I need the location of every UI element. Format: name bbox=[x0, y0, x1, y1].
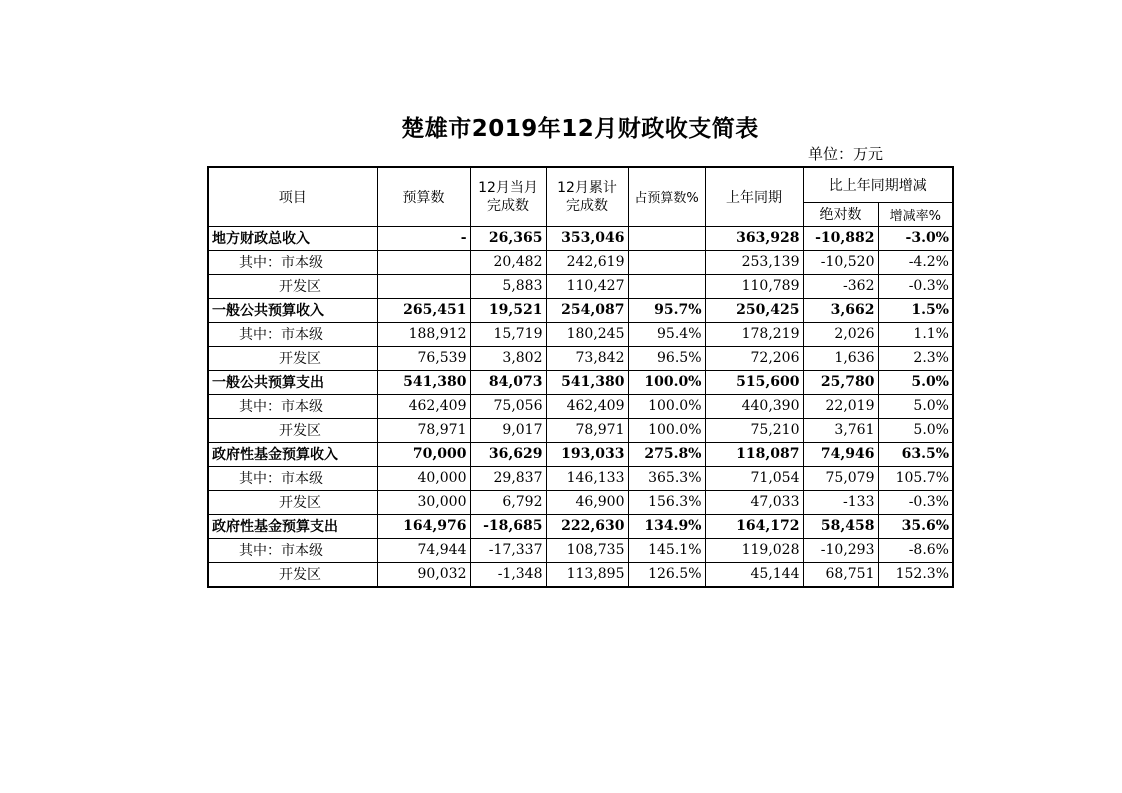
cell-month: 36,629 bbox=[470, 442, 546, 466]
cell-cumulative: 46,900 bbox=[546, 490, 628, 514]
cell-abs: -133 bbox=[803, 490, 878, 514]
cell-pct: 275.8% bbox=[628, 442, 705, 466]
table-row bbox=[208, 442, 953, 466]
cell-budget: 541,380 bbox=[377, 370, 470, 394]
cell-last-year: 363,928 bbox=[705, 226, 803, 250]
cell-rate: 1.1% bbox=[878, 322, 953, 346]
header-compare: 比上年同期增减 bbox=[803, 167, 953, 202]
cell-abs: -10,293 bbox=[803, 538, 878, 562]
cell-month: 75,056 bbox=[470, 394, 546, 418]
cell-abs: 3,761 bbox=[803, 418, 878, 442]
cell-rate: 63.5% bbox=[878, 442, 953, 466]
cell-abs: -10,520 bbox=[803, 250, 878, 274]
cell-last-year: 250,425 bbox=[705, 298, 803, 322]
table-row bbox=[208, 346, 953, 370]
cell-budget: 30,000 bbox=[377, 490, 470, 514]
cell-month: -18,685 bbox=[470, 514, 546, 538]
cell-budget: 74,944 bbox=[377, 538, 470, 562]
cell-last-year: 45,144 bbox=[705, 562, 803, 587]
cell-budget: 164,976 bbox=[377, 514, 470, 538]
cell-abs: 58,458 bbox=[803, 514, 878, 538]
cell-pct: 95.7% bbox=[628, 298, 705, 322]
cell-last-year: 119,028 bbox=[705, 538, 803, 562]
cell-cumulative: 353,046 bbox=[546, 226, 628, 250]
cell-month: 84,073 bbox=[470, 370, 546, 394]
row-label: 政府性基金预算支出 bbox=[208, 514, 377, 538]
cell-month: 5,883 bbox=[470, 274, 546, 298]
cell-budget bbox=[377, 274, 470, 298]
cell-rate: 1.5% bbox=[878, 298, 953, 322]
cell-rate: 5.0% bbox=[878, 394, 953, 418]
row-label: 开发区 bbox=[208, 418, 377, 442]
cell-month: 29,837 bbox=[470, 466, 546, 490]
cell-rate: -8.6% bbox=[878, 538, 953, 562]
table-row bbox=[208, 226, 953, 250]
cell-last-year: 75,210 bbox=[705, 418, 803, 442]
row-label: 开发区 bbox=[208, 490, 377, 514]
row-label: 开发区 bbox=[208, 346, 377, 370]
cell-last-year: 71,054 bbox=[705, 466, 803, 490]
cell-cumulative: 110,427 bbox=[546, 274, 628, 298]
cell-last-year: 440,390 bbox=[705, 394, 803, 418]
cell-month: 19,521 bbox=[470, 298, 546, 322]
cell-rate: 2.3% bbox=[878, 346, 953, 370]
table-body bbox=[208, 226, 953, 587]
cell-cumulative: 222,630 bbox=[546, 514, 628, 538]
cell-month: -17,337 bbox=[470, 538, 546, 562]
header-month: 12月当月 完成数 bbox=[470, 167, 546, 226]
cell-abs: 25,780 bbox=[803, 370, 878, 394]
row-label: 一般公共预算收入 bbox=[208, 298, 377, 322]
cell-budget: 90,032 bbox=[377, 562, 470, 587]
cell-pct: 126.5% bbox=[628, 562, 705, 587]
cell-rate: 5.0% bbox=[878, 370, 953, 394]
row-label: 其中：市本级 bbox=[208, 466, 377, 490]
cell-budget: 76,539 bbox=[377, 346, 470, 370]
cell-cumulative: 113,895 bbox=[546, 562, 628, 587]
cell-pct: 365.3% bbox=[628, 466, 705, 490]
cell-cumulative: 462,409 bbox=[546, 394, 628, 418]
cell-last-year: 110,789 bbox=[705, 274, 803, 298]
table-row bbox=[208, 298, 953, 322]
cell-pct: 96.5% bbox=[628, 346, 705, 370]
cell-pct: 100.0% bbox=[628, 418, 705, 442]
cell-budget: 188,912 bbox=[377, 322, 470, 346]
table-row bbox=[208, 370, 953, 394]
table-row bbox=[208, 562, 953, 587]
header-abs: 绝对数 bbox=[803, 202, 878, 226]
header-cumulative: 12月累计 完成数 bbox=[546, 167, 628, 226]
row-label: 其中：市本级 bbox=[208, 250, 377, 274]
cell-cumulative: 242,619 bbox=[546, 250, 628, 274]
page-title: 楚雄市2019年12月财政收支简表 bbox=[401, 116, 759, 142]
row-label: 开发区 bbox=[208, 562, 377, 587]
row-label: 其中：市本级 bbox=[208, 538, 377, 562]
cell-pct bbox=[628, 226, 705, 250]
cell-budget: 265,451 bbox=[377, 298, 470, 322]
finance-table bbox=[207, 166, 954, 588]
cell-rate: -3.0% bbox=[878, 226, 953, 250]
row-label: 其中：市本级 bbox=[208, 322, 377, 346]
cell-last-year: 118,087 bbox=[705, 442, 803, 466]
cell-month: 3,802 bbox=[470, 346, 546, 370]
header-last-year: 上年同期 bbox=[705, 167, 803, 226]
cell-month: 26,365 bbox=[470, 226, 546, 250]
cell-pct: 100.0% bbox=[628, 394, 705, 418]
cell-rate: -4.2% bbox=[878, 250, 953, 274]
cell-abs: 68,751 bbox=[803, 562, 878, 587]
cell-month: -1,348 bbox=[470, 562, 546, 587]
cell-budget: 40,000 bbox=[377, 466, 470, 490]
header-rate: 增减率% bbox=[878, 202, 953, 226]
cell-cumulative: 146,133 bbox=[546, 466, 628, 490]
row-label: 其中：市本级 bbox=[208, 394, 377, 418]
table-row bbox=[208, 394, 953, 418]
cell-pct: 145.1% bbox=[628, 538, 705, 562]
cell-budget bbox=[377, 250, 470, 274]
row-label: 开发区 bbox=[208, 274, 377, 298]
table-row bbox=[208, 322, 953, 346]
header-pct-budget: 占预算数% bbox=[628, 167, 705, 226]
table-row bbox=[208, 250, 953, 274]
cell-abs: -362 bbox=[803, 274, 878, 298]
cell-abs: 1,636 bbox=[803, 346, 878, 370]
cell-cumulative: 108,735 bbox=[546, 538, 628, 562]
unit-label: 单位：万元 bbox=[808, 145, 884, 163]
cell-pct bbox=[628, 250, 705, 274]
cell-abs: 22,019 bbox=[803, 394, 878, 418]
table-row bbox=[208, 490, 953, 514]
cell-pct bbox=[628, 274, 705, 298]
table-row bbox=[208, 466, 953, 490]
cell-abs: 75,079 bbox=[803, 466, 878, 490]
cell-budget: 70,000 bbox=[377, 442, 470, 466]
cell-budget: 462,409 bbox=[377, 394, 470, 418]
cell-rate: 35.6% bbox=[878, 514, 953, 538]
cell-pct: 95.4% bbox=[628, 322, 705, 346]
cell-last-year: 72,206 bbox=[705, 346, 803, 370]
cell-abs: -10,882 bbox=[803, 226, 878, 250]
row-label: 政府性基金预算收入 bbox=[208, 442, 377, 466]
table-row bbox=[208, 538, 953, 562]
table-row bbox=[208, 274, 953, 298]
header-item: 项目 bbox=[208, 167, 377, 226]
cell-month: 6,792 bbox=[470, 490, 546, 514]
cell-rate: 105.7% bbox=[878, 466, 953, 490]
cell-abs: 2,026 bbox=[803, 322, 878, 346]
cell-last-year: 515,600 bbox=[705, 370, 803, 394]
cell-rate: -0.3% bbox=[878, 274, 953, 298]
cell-pct: 156.3% bbox=[628, 490, 705, 514]
cell-last-year: 178,219 bbox=[705, 322, 803, 346]
row-label: 地方财政总收入 bbox=[208, 226, 377, 250]
cell-last-year: 47,033 bbox=[705, 490, 803, 514]
cell-rate: -0.3% bbox=[878, 490, 953, 514]
row-label: 一般公共预算支出 bbox=[208, 370, 377, 394]
cell-cumulative: 193,033 bbox=[546, 442, 628, 466]
cell-month: 20,482 bbox=[470, 250, 546, 274]
cell-last-year: 164,172 bbox=[705, 514, 803, 538]
cell-month: 15,719 bbox=[470, 322, 546, 346]
header-budget: 预算数 bbox=[377, 167, 470, 226]
cell-month: 9,017 bbox=[470, 418, 546, 442]
cell-cumulative: 254,087 bbox=[546, 298, 628, 322]
cell-cumulative: 541,380 bbox=[546, 370, 628, 394]
cell-rate: 152.3% bbox=[878, 562, 953, 587]
cell-pct: 134.9% bbox=[628, 514, 705, 538]
cell-cumulative: 78,971 bbox=[546, 418, 628, 442]
cell-pct: 100.0% bbox=[628, 370, 705, 394]
table-row bbox=[208, 418, 953, 442]
cell-abs: 3,662 bbox=[803, 298, 878, 322]
cell-cumulative: 180,245 bbox=[546, 322, 628, 346]
table-row bbox=[208, 514, 953, 538]
cell-cumulative: 73,842 bbox=[546, 346, 628, 370]
cell-budget: - bbox=[377, 226, 470, 250]
cell-budget: 78,971 bbox=[377, 418, 470, 442]
cell-rate: 5.0% bbox=[878, 418, 953, 442]
cell-abs: 74,946 bbox=[803, 442, 878, 466]
cell-last-year: 253,139 bbox=[705, 250, 803, 274]
